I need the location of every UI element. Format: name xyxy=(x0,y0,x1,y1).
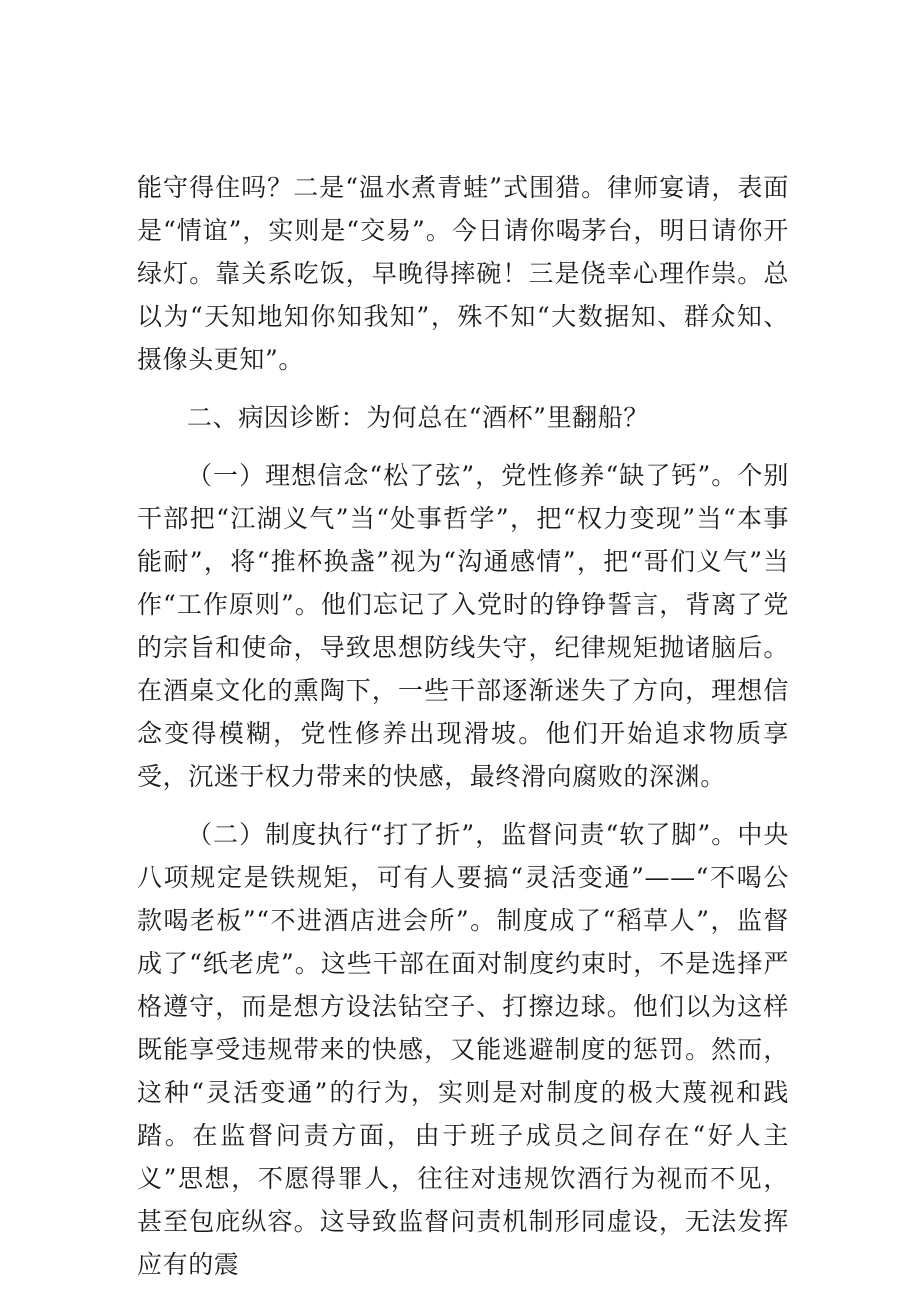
document-body xyxy=(137,166,789,1286)
paragraph-enforcement: （二）制度执行“打了折”，监督问责“软了脚”。中央八项规定是铁规矩，可有人要搞“灵活变通”——“不喝公款喝老板”“不进酒店进会所”。制度成了“稻草人”，监督成了“纸老虎”。这些干部在面对制度约束时，不是选择严格遵守，而是想方设法钻空子、打擦边球。他们以为这样既能享受违规带来的快感，又能逃避制度的惩罚。然而，这种“灵活变通”的行为，实则是对制度的极大蔑视和践踏。在监督问责方面，由于班子成员之间存在“好人主义”思想，不愿得罪人，往往对违规饮酒行为视而不见，甚至包庇纵容。这导致监督问责机制形同虚设，无法发挥应有的震 xyxy=(137,820,789,1279)
section-heading: 二、病因诊断：为何总在“酒杯”里翻船？ xyxy=(187,403,649,432)
paragraph-continuation: 能守得住吗？二是“温水煮青蛙”式围猎。律师宴请，表面是“情谊”，实则是“交易”。今日请你喝茅台，明日请你开绿灯。靠关系吃饭，早晚得摔碗！三是侥幸心理作祟。总以为“天知地知你知我知”，殊不知“大数据知、群众知、摄像头更知”。 xyxy=(137,173,789,374)
paragraph-ideals: （一）理想信念“松了弦”，党性修养“缺了钙”。个别干部把“江湖义气”当“处事哲学”，把“权力变现”当“本事能耐”，将“推杯换盏”视为“沟通感情”，把“哥们义气”当作“工作原则”。他们忘记了入党时的铮铮誓言，背离了党的宗旨和使命，导致思想防线失守，纪律规矩抛诸脑后。在酒桌文化的熏陶下，一些干部逐渐迷失了方向，理想信念变得模糊，党性修养出现滑坡。他们开始追求物质享受，沉迷于权力带来的快感，最终滑向腐败的深渊。 xyxy=(137,461,789,791)
paragraph-gap xyxy=(137,798,789,813)
paragraph-gap xyxy=(137,381,789,396)
paragraph-gap xyxy=(137,439,789,454)
